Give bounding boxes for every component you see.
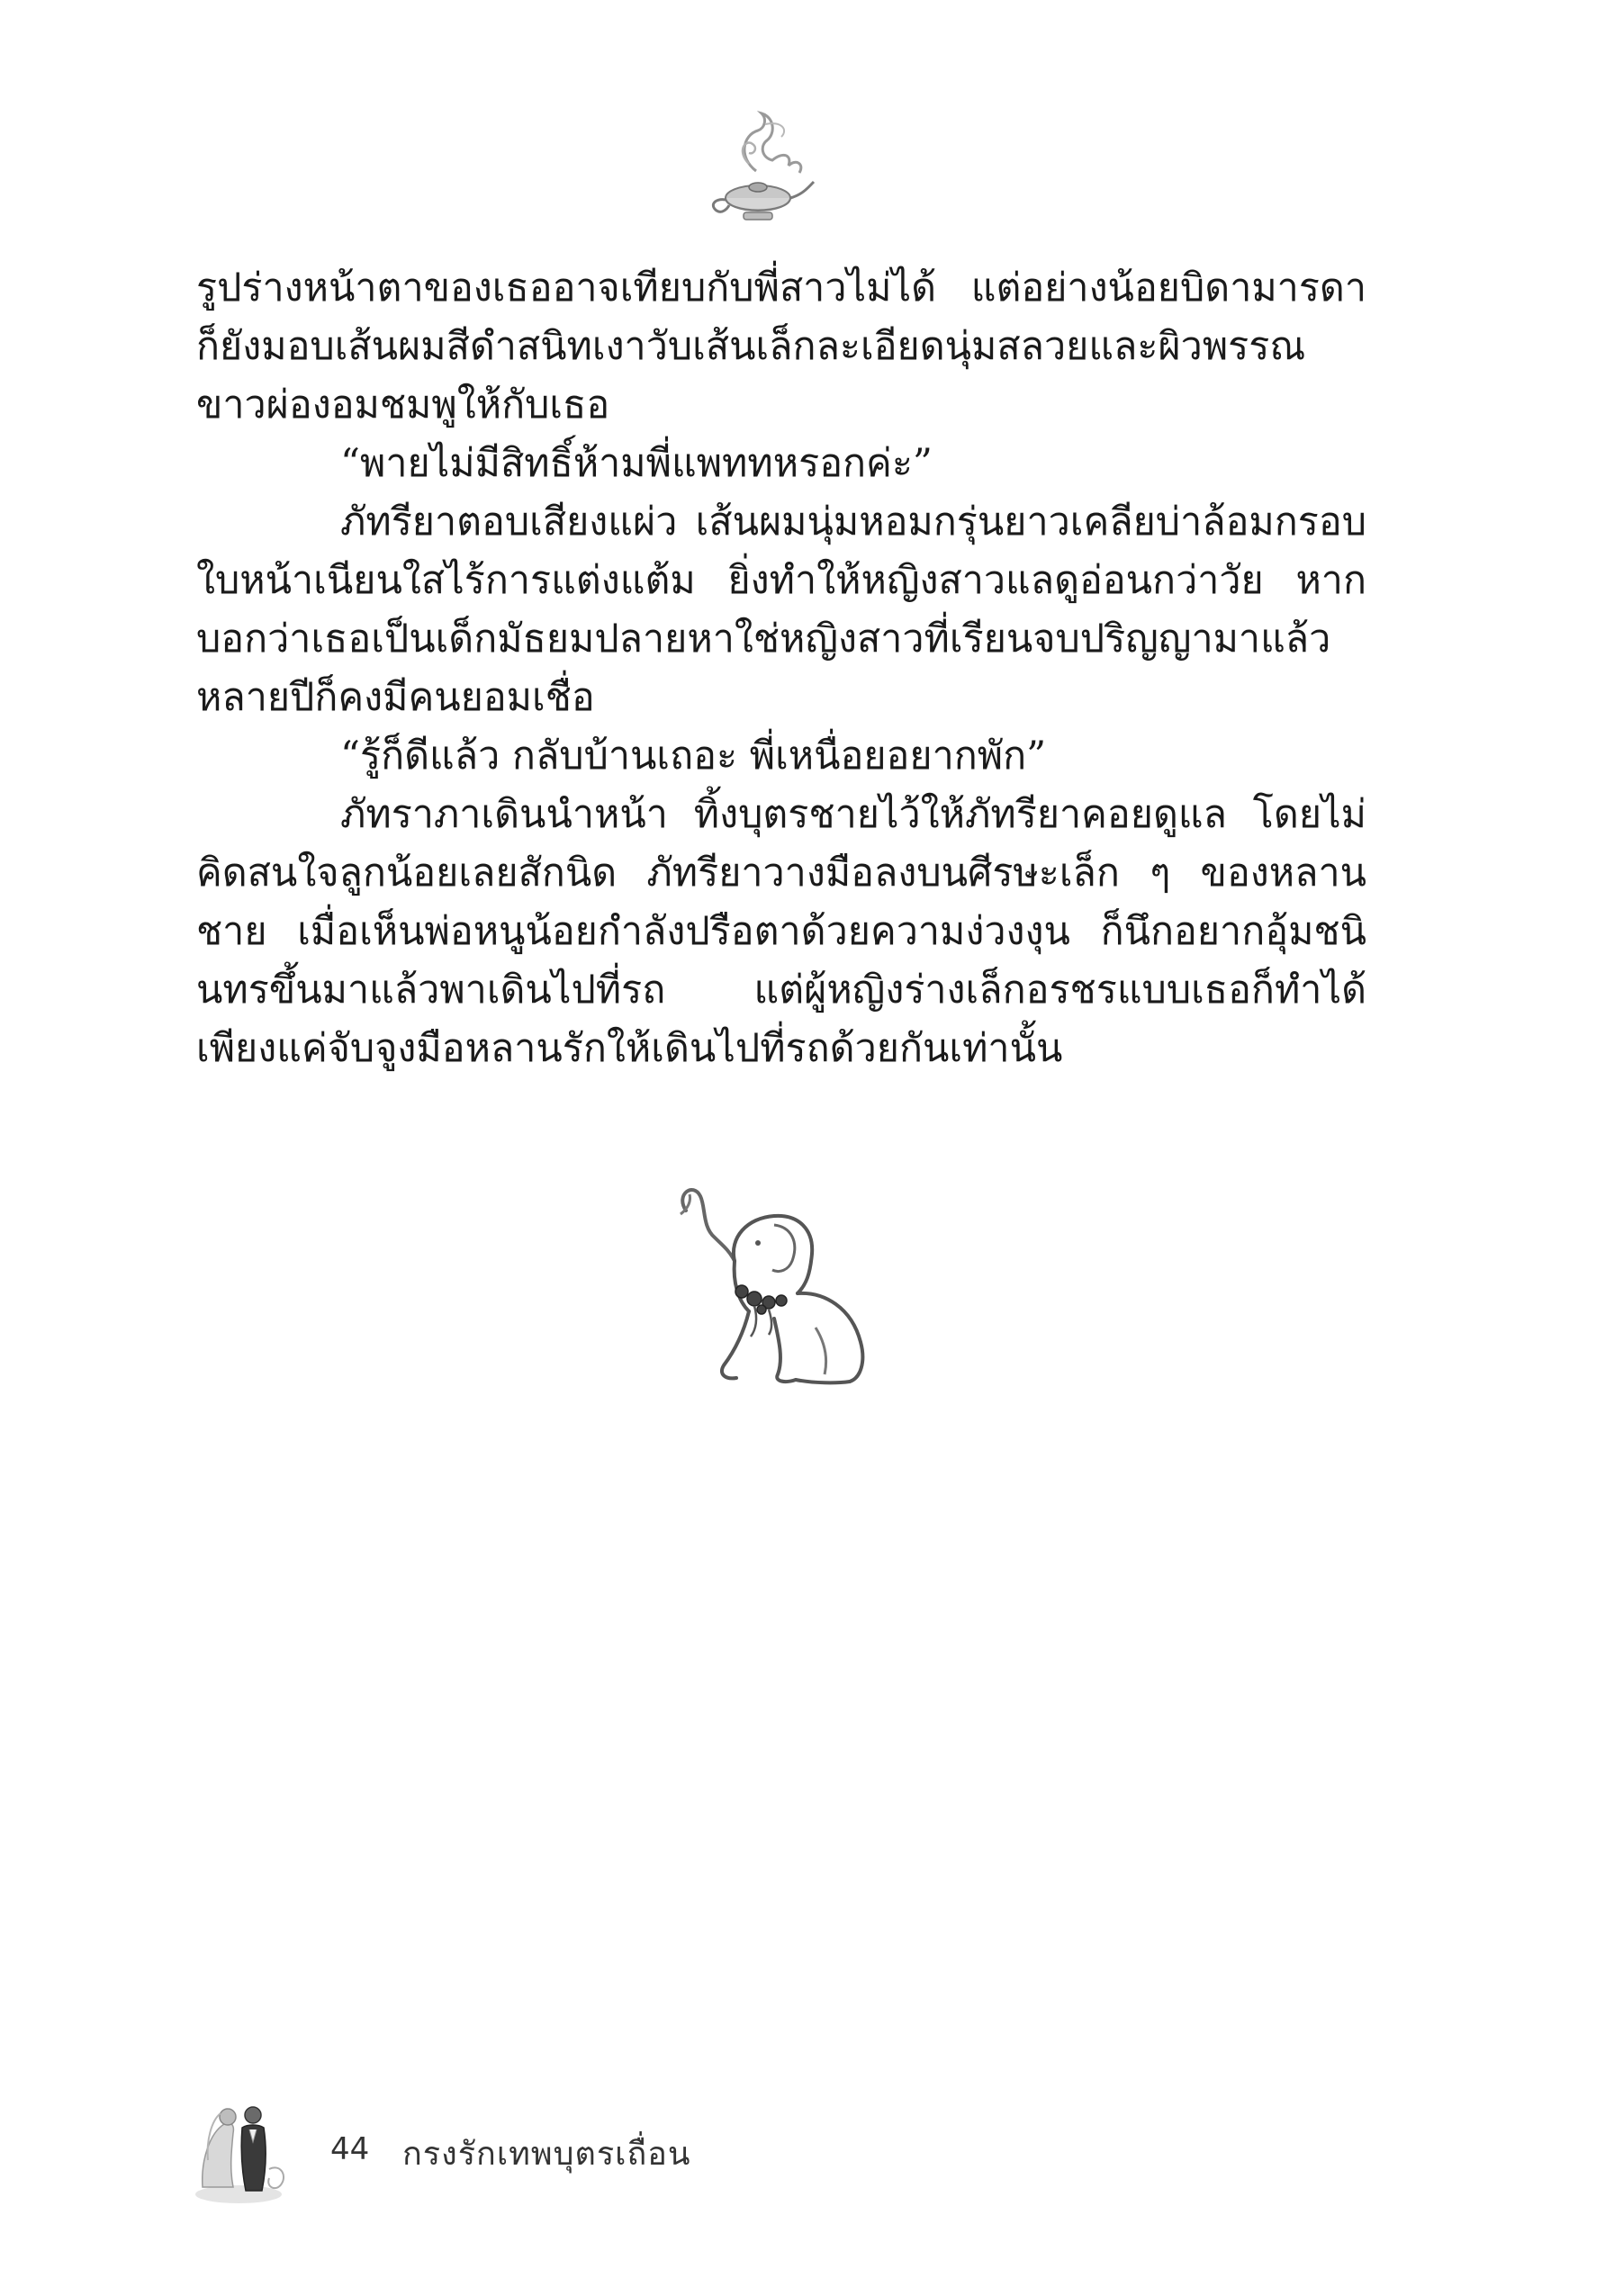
paragraph-4: “รู้ก็ดีแล้ว กลับบ้านเถอะ พี่เหนื่อยอยากพัก” <box>340 734 1047 779</box>
paragraph-1: รูปร่างหน้าตาของเธออาจเทียบกับพี่สาวไม่ได้ แต่อย่างน้อยบิดามารดาก็ยังมอบเส้นผมสีดำสนิทเงาวับเส้นเล็กละเอียดนุ่มสลวยและผิวพรรณขาวผ่องอมชมพูให้กับเธอ <box>196 266 1366 428</box>
elephant-icon <box>648 1175 882 1400</box>
paragraph-3: ภัทรียาตอบเสียงแผ่ว เส้นผมนุ่มหอมกรุ่นยาวเคลียบ่าล้อมกรอบใบหน้าเนียนใสไร้การแต่งแต้ม ยิ่งทำให้หญิงสาวแลดูอ่อนกว่าวัย หากบอกว่าเธอเป็นเด็กมัธยมปลายหาใช่หญิงสาวที่เรียนจบปริญญามาแล้วหลายปีก็คงมีคนยอมเชื่อ <box>196 500 1366 720</box>
book-title: กรงรักเทพบุตรเถื่อน <box>402 2136 691 2173</box>
paragraph-5: ภัทราภาเดินนำหน้า ทิ้งบุตรชายไว้ให้ภัทรียาคอยดูแล โดยไม่คิดสนใจลูกน้อยเลยสักนิด ภัทรียาวางมือลงบนศีรษะเล็ก ๆ ของหลานชาย เมื่อเห็นพ่อหนูน้อยกำลังปรือตาด้วยความง่วงงุน ก็นึกอยากอุ้มชนินทรขึ้นมาแล้วพาเดินไปที่รถ แต่ผู้หญิงร่างเล็กอรชรแบบเธอก็ทำได้เพียงแค่จับจูงมือหลานรักให้เดินไปที่รถด้วยกันเท่านั้น <box>196 792 1366 1071</box>
wedding-couple-icon <box>194 2097 293 2205</box>
paragraph-2: “พายไม่มีสิทธิ์ห้ามพี่แพททหรอกค่ะ” <box>340 441 933 486</box>
page-footer <box>194 2097 914 2205</box>
page-body <box>196 259 1366 1078</box>
flower-garland <box>735 1285 787 1314</box>
page-number: 44 <box>330 2131 370 2167</box>
magic-lamp-icon <box>702 108 819 230</box>
